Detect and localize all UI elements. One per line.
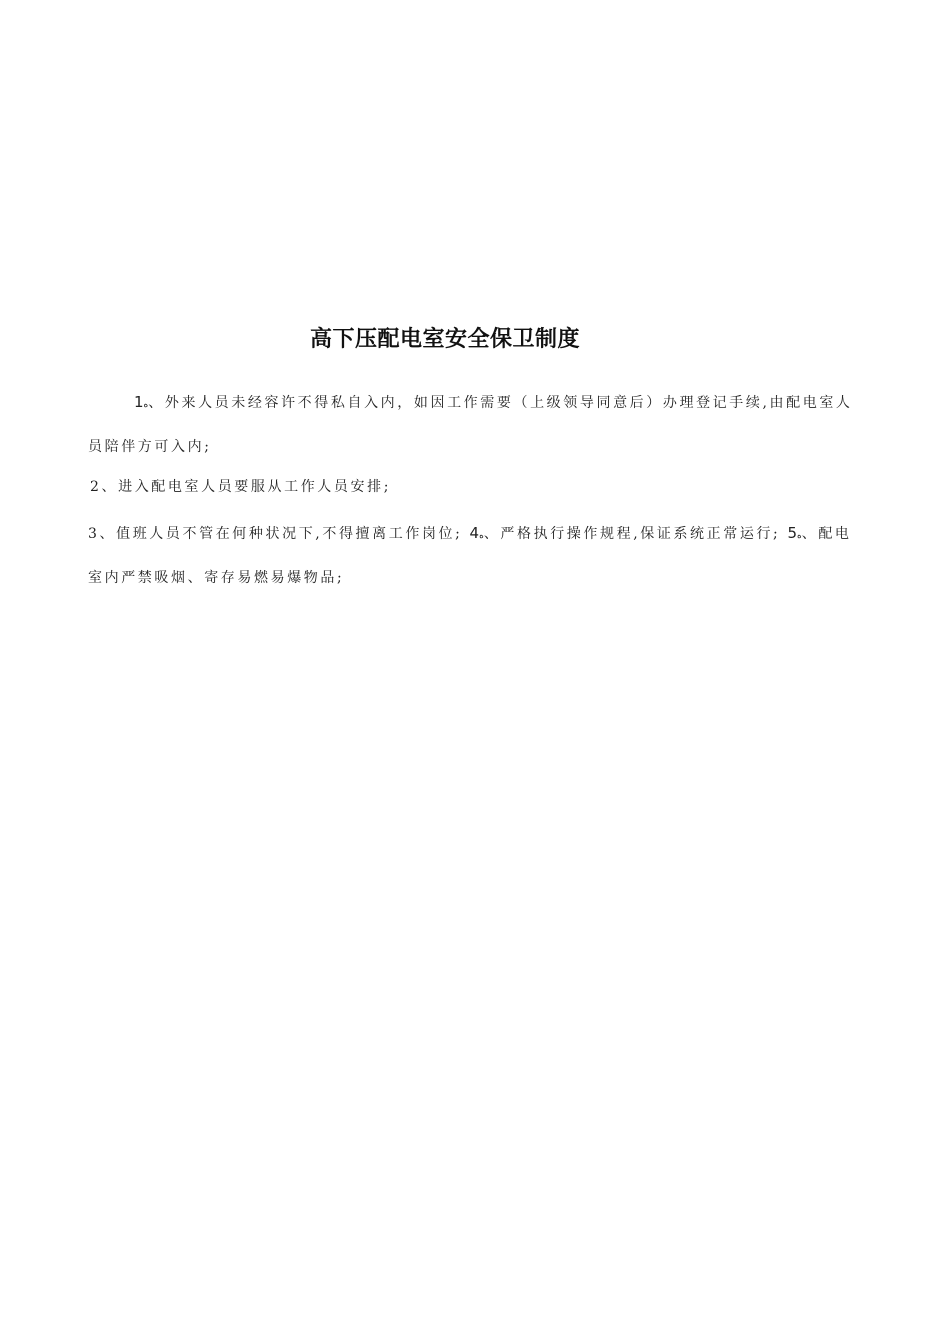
rule-5-line-2: 室内严禁吸烟、寄存易燃易爆物品;: [88, 570, 345, 586]
rule-1-line-2: 员陪伴方可入内;: [88, 439, 212, 455]
rule-5-number: 5: [787, 524, 797, 542]
rule-1-text: 、外来人员未经容许不得私自入内，如因工作需要（上级领导同意后）办理登记手续,由配电室人: [148, 395, 853, 411]
rule-3-text: 3、值班人员不管在何种状况下,不得擅离工作岗位;: [88, 526, 463, 542]
rules-3-to-5-line-1: [88, 523, 852, 546]
rule-1-number: 1: [134, 393, 144, 411]
rule-5-text: 、配电: [801, 526, 852, 542]
rule-2: 2、进入配电室人员要服从工作人员安排;: [90, 479, 392, 495]
rule-5-mark: ه: [797, 531, 802, 541]
rule-4-number: 4: [469, 524, 480, 542]
rule-1-mark: ه: [143, 400, 149, 410]
document-title: 高下压配电室安全保卫制度: [309, 327, 580, 352]
rule-1-line-1: [134, 392, 853, 415]
rule-4-text: 、严格执行操作规程,保证系统正常运行;: [483, 526, 781, 542]
rule-4-mark: ه: [479, 531, 484, 541]
